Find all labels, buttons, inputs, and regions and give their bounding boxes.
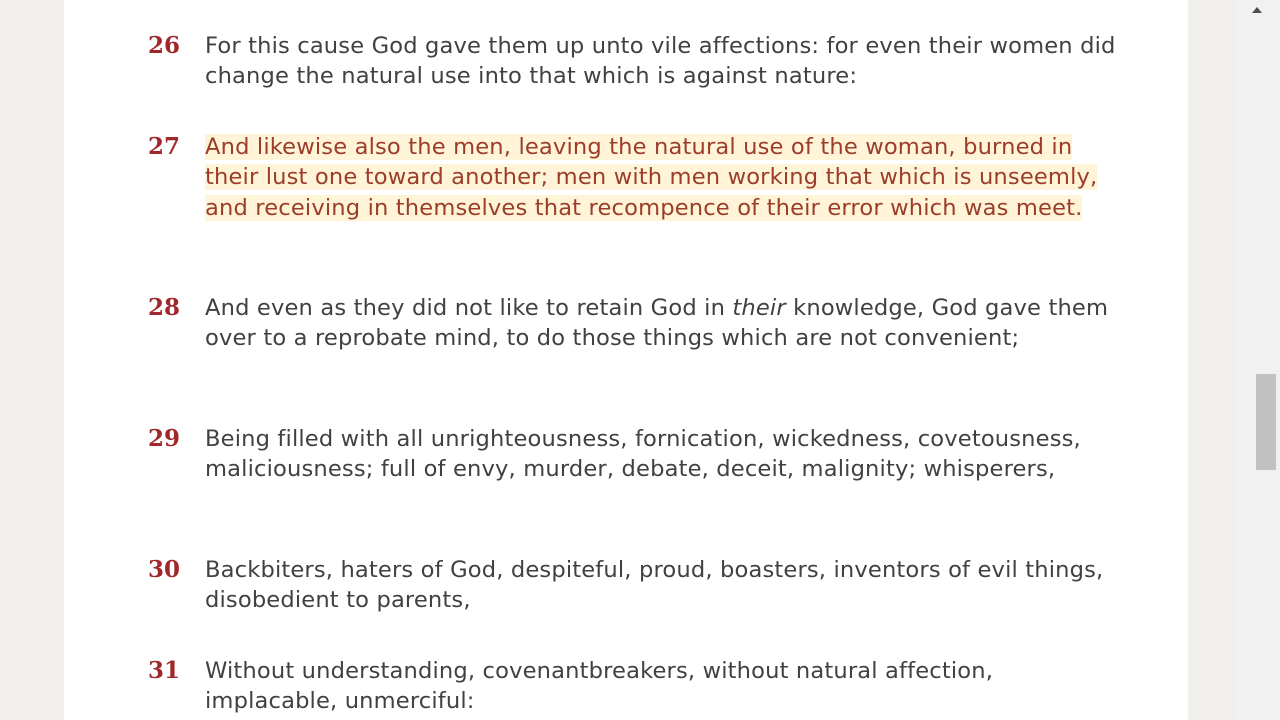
verse-text-italic: their [732, 295, 786, 321]
bible-chapter-content [64, 0, 1188, 720]
vertical-scrollbar[interactable] [1236, 0, 1280, 720]
verse-text-highlighted [205, 132, 1125, 223]
triangle-up-icon[interactable] [1252, 7, 1262, 13]
verse-text [205, 293, 1125, 354]
verse-number: 29 [148, 425, 181, 452]
verse-text-part: knowledge, God gave them over to a reprobate mind, to do those things which are not convenient; [205, 295, 1109, 352]
verse-text: Without understanding, covenantbreakers, without natural affection, implacable, unmerciful: [205, 658, 994, 715]
verse-text: Being filled with all unrighteousness, fornication, wickedness, covetousness, maliciousness; full of envy, murder, debate, deceit, malignity; whisperers, [205, 426, 1081, 483]
verse-number: 27 [148, 133, 181, 160]
scrollbar-thumb[interactable] [1256, 374, 1276, 470]
highlight-span: And likewise also the men, leaving the natural use of the woman, burned in their lust one toward another; men with men working that which is unseemly, and receiving in themselves that recompence of their error which was meet. [205, 134, 1098, 221]
verse-text: For this cause God gave them up unto vile affections: for even their women did change the natural use into that which is against nature: [205, 33, 1116, 90]
verse-number: 26 [148, 32, 181, 59]
verse-text: Backbiters, haters of God, despiteful, proud, boasters, inventors of evil things, disobedient to parents, [205, 557, 1104, 614]
verse-number: 28 [148, 294, 181, 321]
verse-number: 31 [148, 657, 181, 684]
verse-text-part: And even as they did not like to retain God in [205, 295, 733, 321]
verse-number: 30 [148, 556, 181, 583]
